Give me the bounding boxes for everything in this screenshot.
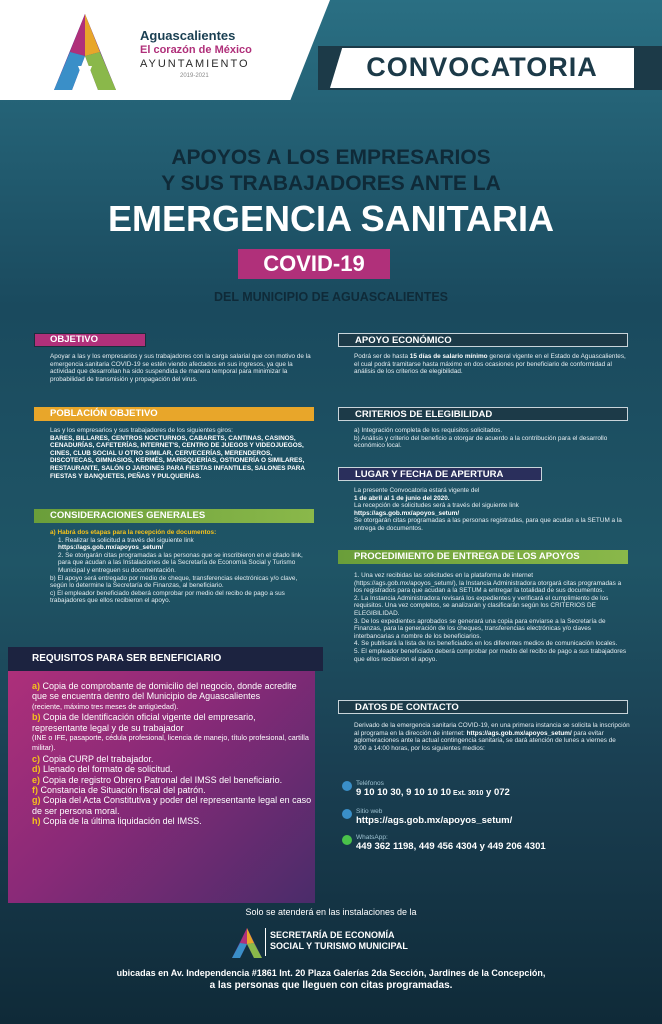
covid-badge: COVID-19 — [238, 249, 390, 279]
lugar-link[interactable]: https://ags.gob.mx/apoyos_setum/ — [354, 509, 460, 517]
lugar-l5: Se otorgarán citas programadas a las personas registradas, para que acudan a la SETUM a la entrega de documentos. — [354, 517, 622, 532]
brand-name: Aguascalientes — [140, 28, 236, 43]
req-e: e) Copia de registro Obrero Patronal del IMSS del beneficiario. — [32, 774, 283, 785]
poblacion-giros: BARES, BILLARES, CENTROS NOCTURNOS, CABARETS, CANTINAS, CASINOS, CENADURÍAS, CAFETERÍAS, INTERNET'S, CENTRO DE JUEGOS Y VIDEOJUEGOS, CINES, CLUB SOCIAL U OTRO SIMILAR, CERVECERÍAS, MERENDEROS, DISCOTECAS, GIMNASIOS, KERMÉS, MARISQUERÍAS, OSTIONERÍA O SIMILARES, RESTAURANTE, SALÓN O JARDINES PARA FIESTAS INFANTILES, SALONES PARA FIESTAS Y BANQUETES, PEÑAS Y PULQUERÍAS. — [50, 434, 305, 480]
objetivo-header: OBJETIVO — [34, 333, 146, 347]
consideraciones-b: b) El apoyo será entregado por medio de cheque, transferencias electrónicas y/o clave, según lo determine la Secretaría de Finanzas, al beneficiario. — [50, 574, 298, 590]
phone-icon — [342, 781, 352, 791]
lugar-body — [354, 487, 630, 533]
footer-line-1: Solo se atenderá en las instalaciones de la — [245, 907, 417, 917]
contacto-link[interactable]: https://ags.gob.mx/apoyos_setum/ — [466, 729, 572, 737]
whatsapp-icon — [342, 835, 352, 845]
procedimiento-body — [354, 572, 630, 663]
consideraciones-a-head: a) Habrá dos etapas para la recepción de documentos: — [50, 529, 217, 536]
req-c: c) Copia CURP del trabajador. — [32, 753, 154, 764]
contact-phone: Teléfonos 9 10 10 30, 9 10 10 10 Ext. 3010 y 072 — [356, 780, 510, 798]
req-a-sub: (reciente, máximo tres meses de antigüedad). — [32, 701, 179, 711]
procedimiento-header: PROCEDIMIENTO DE ENTREGA DE LOS APOYOS — [338, 550, 628, 564]
req-a: a) Copia de comprobante de domicilio del negocio, donde acredite que se encuentra dentro del Municipio de Aguascalientes — [32, 681, 297, 702]
brand-org: AYUNTAMIENTO — [140, 58, 250, 70]
consideraciones-body — [50, 529, 312, 605]
phone-numbers[interactable]: 9 10 10 30, 9 10 10 10 — [356, 787, 452, 798]
proc-3: 3. De los expedientes aprobados se generará una copia para enviarse a la Secretaría de Finanzas, para la generación de los cheques, transferencias electrónicas y/o claves interbancarias a nombre de los beneficiarios. — [354, 617, 606, 640]
req-g: g) Copia del Acta Constitutiva y poder del representante legal en caso de ser persona moral. — [32, 795, 312, 816]
req-h: h) Copia de la última liquidación del IMSS. — [32, 816, 202, 827]
apoyo-header: APOYO ECONÓMICO — [338, 333, 628, 347]
req-f: f) Constancia de Situación fiscal del patrón. — [32, 785, 206, 796]
contacto-header: DATOS DE CONTACTO — [338, 700, 628, 714]
req-d: d) Llenado del formato de solicitud. — [32, 764, 173, 775]
proc-2: 2. La Instancia Administradora revisará los expedientes y verificará el cumplimiento de los requisitos. Una vez completos, se analizarán y clasificarán según los CRITERIOS DE ELEGIBILIDAD. — [354, 594, 609, 617]
brand-slogan: El corazón de México — [140, 44, 252, 56]
aguascalientes-logo-icon — [54, 14, 116, 90]
req-b-sub: (INE o IFE, pasaporte, cédula profesional, licencia de manejo, título profesional, cartilla militar). — [32, 733, 309, 753]
footer-divider — [265, 928, 266, 956]
consideraciones-c: c) El empleador beneficiado deberá comprobar por medio del recibo de pago a sus trabajadores que ellos recibieron el apoyo. — [50, 589, 285, 605]
consideraciones-header: CONSIDERACIONES GENERALES — [34, 509, 314, 523]
proc-1: 1. Una vez recibidas las solicitudes en la plataforma de internet (https://ags.gob.mx/apoyos_setum/), la Instancia Administradora otorgará citas programadas a los registrados para que acudan a la SETUM a entregar la totalidad de sus documentos. — [354, 572, 622, 595]
poblacion-body — [50, 427, 312, 480]
criterios-body — [354, 427, 630, 450]
footer-address: ubicadas en Av. Independencia #1861 Int. 20 Plaza Galerías 2da Sección, Jardines de la Concepción, — [116, 968, 546, 978]
requisitos-body — [32, 681, 312, 827]
poblacion-header: POBLACIÓN OBJETIVO — [34, 407, 314, 421]
contacto-intro: Derivado de la emergencia sanitaria COVID-19, en una primera instancia se solicita la inscripción al programa en la dirección de internet: https://ags.gob.mx/apoyos_setum/ para evitar aglomeraciones ante la actual contingencia sanitaria, se dará atención de lunes a viernes de 9:00 a 14:00 horas, por los siguientes medios: — [354, 722, 630, 752]
consideraciones-a1: 1. Realizar la solicitud a través del siguiente link — [58, 536, 194, 544]
criterios-header: CRITERIOS DE ELEGIBILIDAD — [338, 407, 628, 421]
whatsapp-numbers[interactable]: 449 362 1198, 449 456 4304 y 449 206 4301 — [356, 841, 546, 852]
secretaria-logo-icon — [232, 928, 262, 958]
brand-years: 2019-2021 — [180, 73, 209, 79]
footer-line-3: a las personas que lleguen con citas programadas. — [209, 980, 453, 991]
title-line-2: Y SUS TRABAJADORES ANTE LA — [161, 172, 501, 195]
contact-whatsapp: WhatsApp: 449 362 1198, 449 456 4304 y 449 206 4301 — [356, 834, 546, 852]
apoyo-text: Podrá ser de hasta 15 días de salario mínimo general vigente en el Estado de Aguascalientes, el cual podrá tramitarse hasta máximo en dos ocasiones por beneficiario de conformidad al análisis de los criterios de elegibilidad. — [354, 353, 626, 376]
title-line-3: EMERGENCIA SANITARIA — [107, 198, 554, 239]
poblacion-intro: Las y los empresarios y sus trabajadores de los siguientes giros: — [50, 427, 233, 434]
consideraciones-a1-link[interactable]: https://ags.gob.mx/apoyos_setum/ — [58, 544, 164, 552]
lugar-l3: La recepción de solicitudes será a través del siguiente link — [354, 502, 519, 510]
brand-block — [140, 28, 252, 79]
criterios-a: a) Integración completa de los requisitos solicitados. — [354, 427, 503, 434]
requisitos-panel — [8, 653, 315, 903]
lugar-header: LUGAR Y FECHA DE APERTURA — [338, 467, 542, 481]
globe-icon — [342, 809, 352, 819]
subtitle: DEL MUNICIPIO DE AGUASCALIENTES — [213, 290, 449, 304]
convocatoria-title: CONVOCATORIA — [366, 52, 598, 82]
title-line-1: APOYOS A LOS EMPRESARIOS — [171, 146, 491, 169]
web-link[interactable]: https://ags.gob.mx/apoyos_setum/ — [356, 815, 513, 826]
proc-5: 5. El empleador beneficiado deberá comprobar por medio del recibo de pago a sus trabajadores que ellos recibieron el apoyo. — [354, 647, 627, 663]
secretaria-name: SECRETARÍA DE ECONOMÍA SOCIAL Y TURISMO MUNICIPAL — [270, 930, 408, 951]
proc-4: 4. Se publicará la lista de los beneficiados en los diferentes medios de comunicación locales. — [354, 640, 618, 648]
lugar-dates: 1 de abril al 1 de junio del 2020. — [354, 494, 450, 502]
lugar-l1: La presente Convocatoria estará vigente del — [354, 487, 480, 494]
objetivo-text: Apoyar a las y los empresarios y sus trabajadores con la carga salarial que con motivo de la emergencia sanitaria COVID-19 se estén viendo afectados en sus ingresos, ya que la actividad que desarrollan ha sido suspendida de manera temporal para minimizar la probabilidad de transmisión y propagación del virus. — [50, 353, 311, 383]
criterios-b: b) Análisis y criterio del beneficio a otorgar de acuerdo a la contribución para el desarrollo económico local. — [354, 434, 608, 450]
contact-web: Sitio web https://ags.gob.mx/apoyos_setum/ — [356, 808, 512, 826]
req-b: b) Copia de Identificación oficial vigente del empresario, representante legal y de su trabajador — [32, 712, 256, 733]
consideraciones-a2: 2. Se otorgarán citas programadas a las personas que se inscribieron en el citado link, para que acudan a las Instalaciones de la Secretaría de Economía Social y Turismo Municipal y entreguen su documentación. — [58, 551, 303, 574]
requisitos-header: REQUISITOS PARA SER BENEFICIARIO — [8, 647, 323, 671]
